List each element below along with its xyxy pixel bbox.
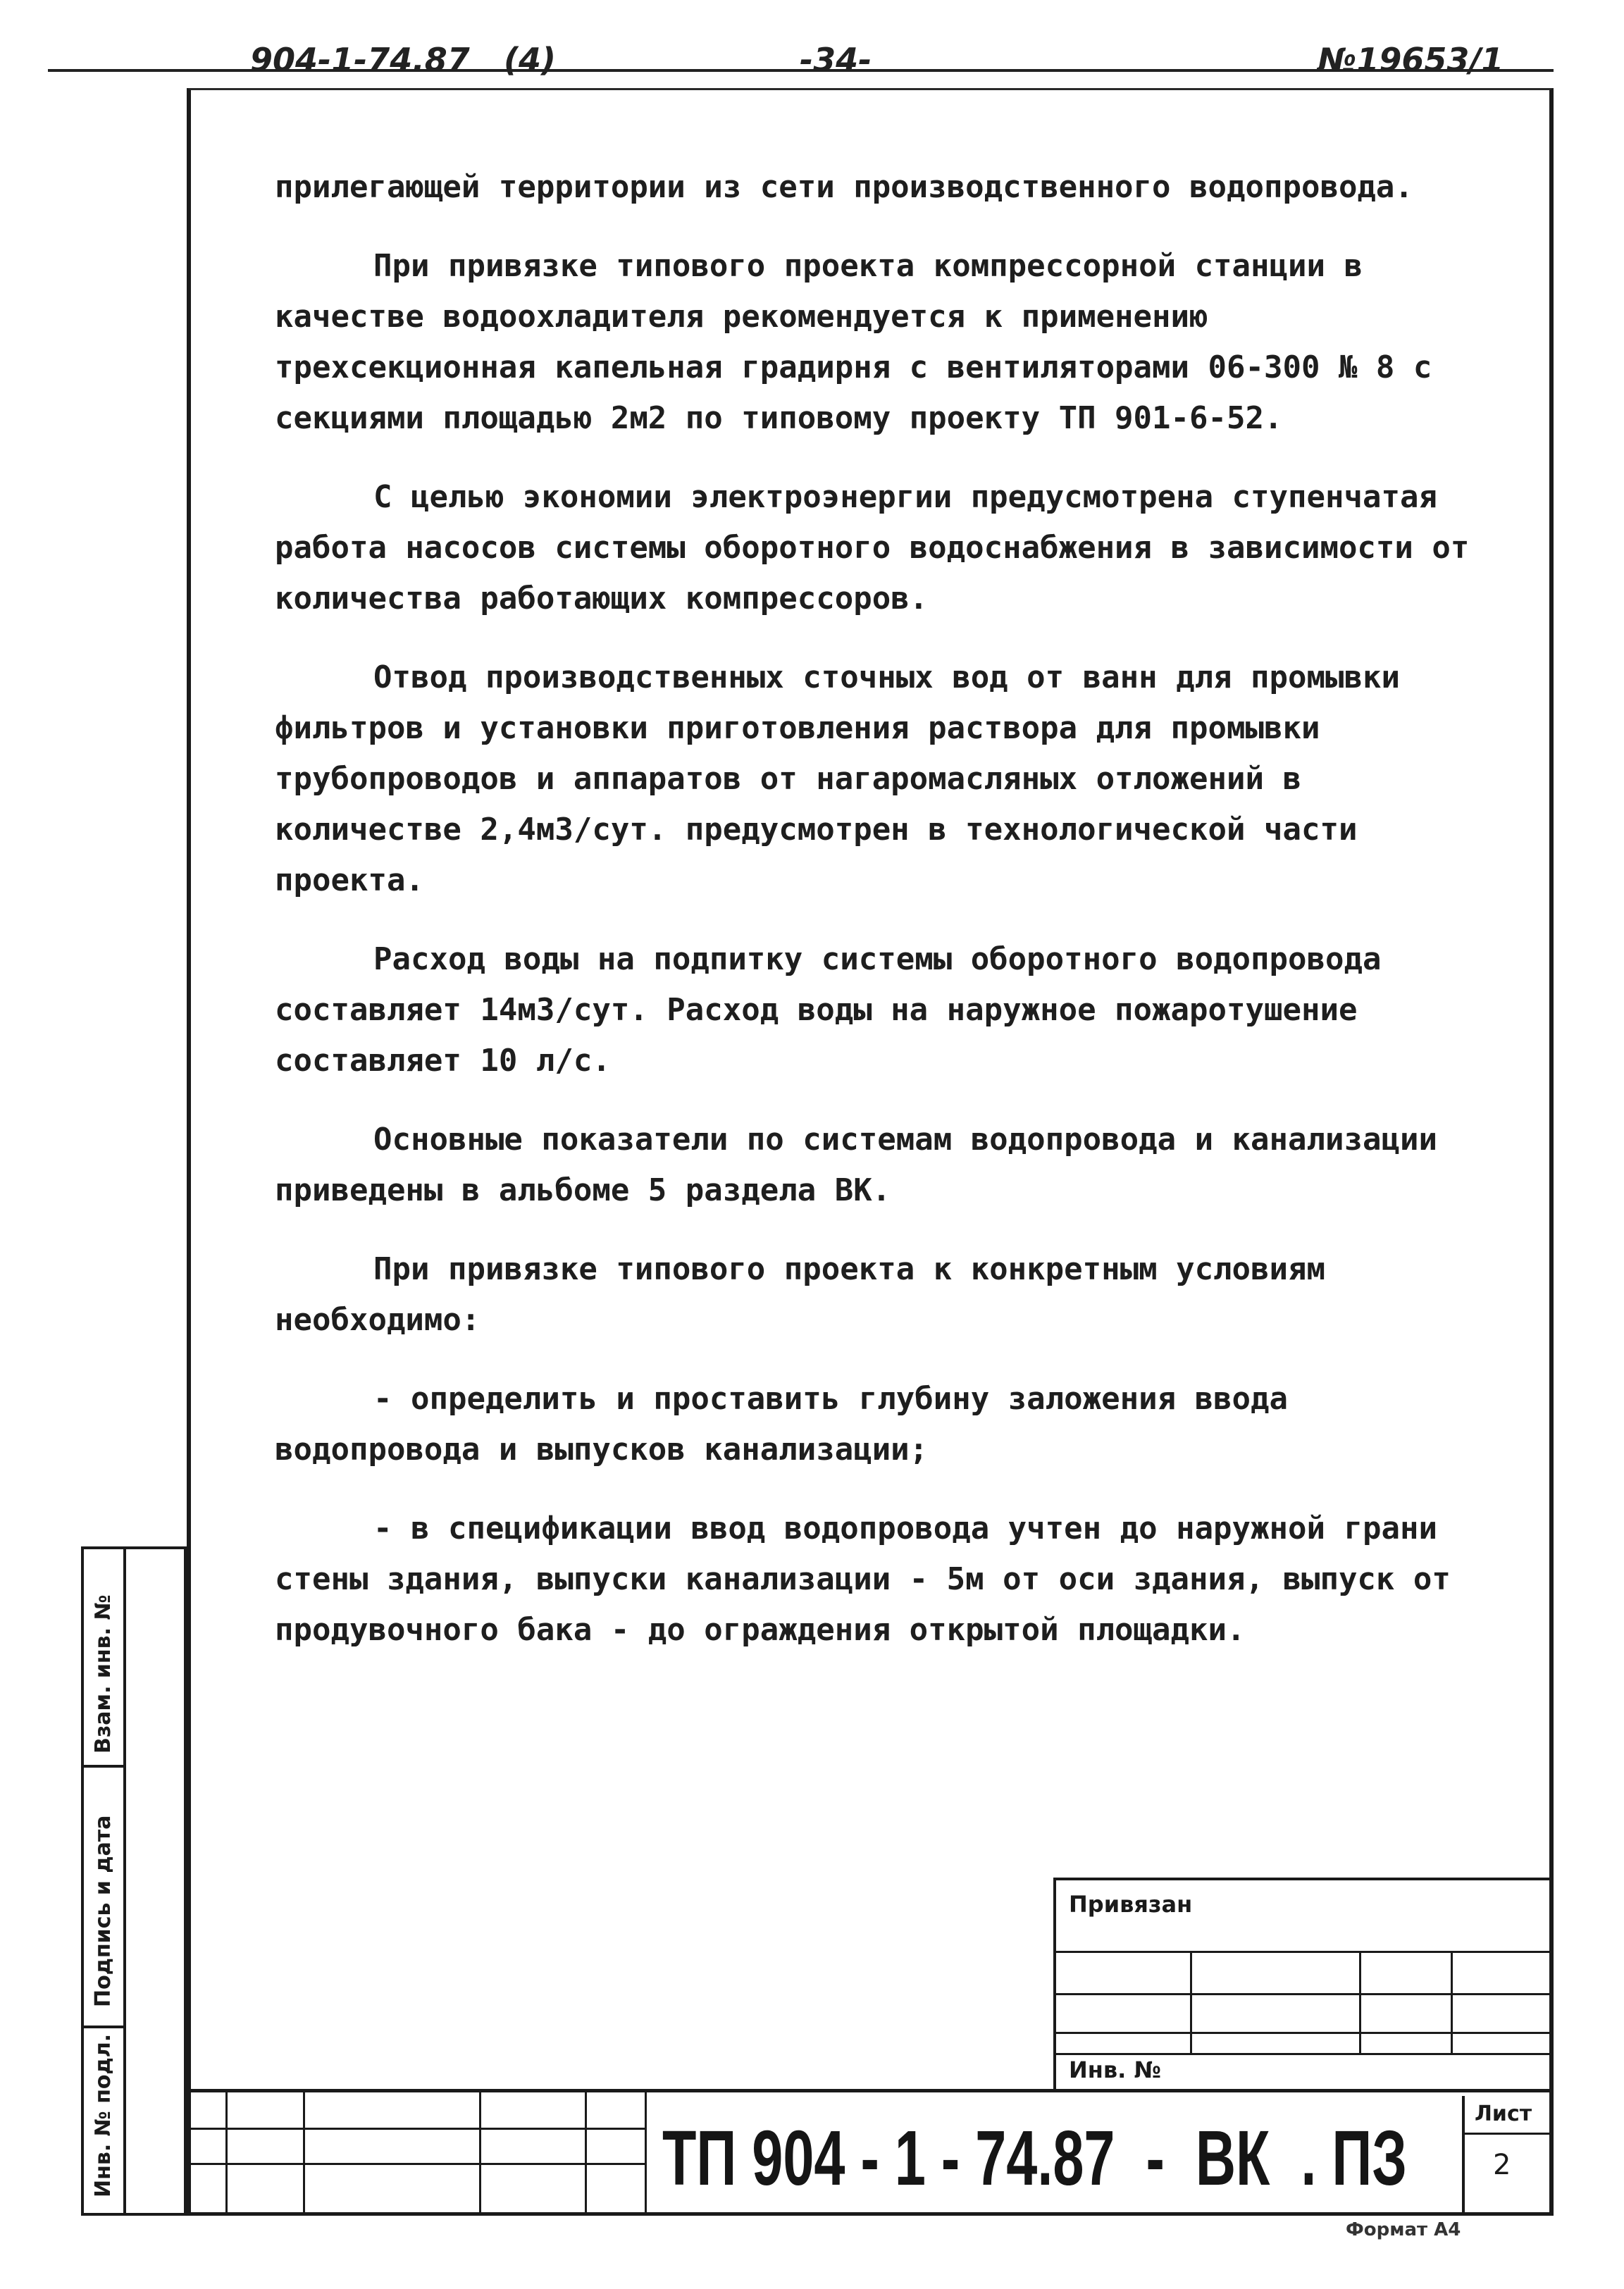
stamp-col-line [1359, 1951, 1361, 2053]
stamp-inv-label: Инв. № [1069, 2057, 1161, 2083]
title-grid-line [585, 2092, 587, 2212]
strip-cell-replaced [84, 1549, 126, 1768]
paragraph: При привязке типового проекта к конкретным условиям необходимо: [275, 1251, 1326, 1338]
title-grid-line [187, 2128, 645, 2130]
strip-label-signature: Подпись и дата [91, 1815, 116, 2007]
strip-cell-inventory [84, 2028, 126, 2213]
document-code: ТП 904 - 1 - 74.87 - ВК . ПЗ [662, 2115, 1407, 2202]
linkage-stamp [1053, 1878, 1554, 2089]
header-archive-number: №19653/1 [1318, 41, 1504, 79]
stamp-col-line [1190, 1951, 1192, 2053]
title-grid-line [303, 2092, 305, 2212]
sheet-number: 2 [1493, 2149, 1511, 2181]
paragraph: С целью экономии электроэнергии предусмотрена ступенчатая работа насосов системы оборотного водоснабжения в зависимости от количества работающих компрессоров. [275, 479, 1470, 616]
title-grid-line [225, 2092, 228, 2212]
strip-label-inventory: Инв. № подл. [91, 2033, 116, 2197]
stamp-col-line [1451, 1951, 1453, 2053]
stamp-row-line [1056, 1951, 1554, 1953]
side-approval-strip [81, 1546, 187, 2216]
list-item: - определить и проставить глубину заложения ввода водопровода и выпусков канализации; [275, 1381, 1289, 1468]
paragraph: Основные показатели по системам водопровода и канализации приведены в альбоме 5 раздела ВК. [275, 1122, 1437, 1208]
sheet-label: Лист [1475, 2102, 1532, 2126]
document-body [275, 162, 1487, 1684]
sheet-divider [1465, 2133, 1554, 2135]
header-doc-number: 904-1-74.87 [250, 41, 470, 79]
paragraph: прилегающей территории из сети производственного водопровода. [275, 169, 1413, 205]
strip-label-replaced: Взам. инв. № [91, 1594, 116, 1754]
stamp-row-line [1056, 2032, 1554, 2034]
paragraph: При привязке типового проекта компрессорной станции в качестве водоохладителя рекомендуется к применению трехсекционная капельная градирня с вентиляторами 06-300 № 8 с секциями площадью 2м2 по типовому проекту ТП 901-6-52. [275, 248, 1432, 436]
list-item: - в спецификации ввод водопровода учтен до наружной грани стены здания, выпуски канализации - 5м от оси здания, выпуск от продувочного бака - до ограждения открытой площадки. [275, 1511, 1451, 1648]
paragraph: Отвод производственных сточных вод от ванн для промывки фильтров и установки приготовления раствора для промывки трубопроводов и аппаратов от нагаромасляных отложений в количестве 2,4м3/сут. предусмотрен в технологической части проекта. [275, 659, 1400, 898]
stamp-linked-label: Привязан [1069, 1891, 1193, 1918]
sheet-box [1462, 2096, 1554, 2216]
paragraph: Расход воды на подпитку системы оборотного водопровода составляет 14м3/сут. Расход воды на наружное пожаротушение составляет 10 л/с. [275, 941, 1382, 1079]
title-grid-line [645, 2092, 647, 2212]
strip-cell-signature [84, 1768, 126, 2028]
stamp-row-line [1056, 2053, 1554, 2055]
title-grid-line [187, 2163, 645, 2165]
stamp-row-line [1056, 1993, 1554, 1995]
header-page-number: -34- [800, 41, 872, 79]
title-grid-line [479, 2092, 481, 2212]
format-note: Формат А4 [1346, 2219, 1461, 2240]
header-volume: (4) [504, 41, 557, 79]
